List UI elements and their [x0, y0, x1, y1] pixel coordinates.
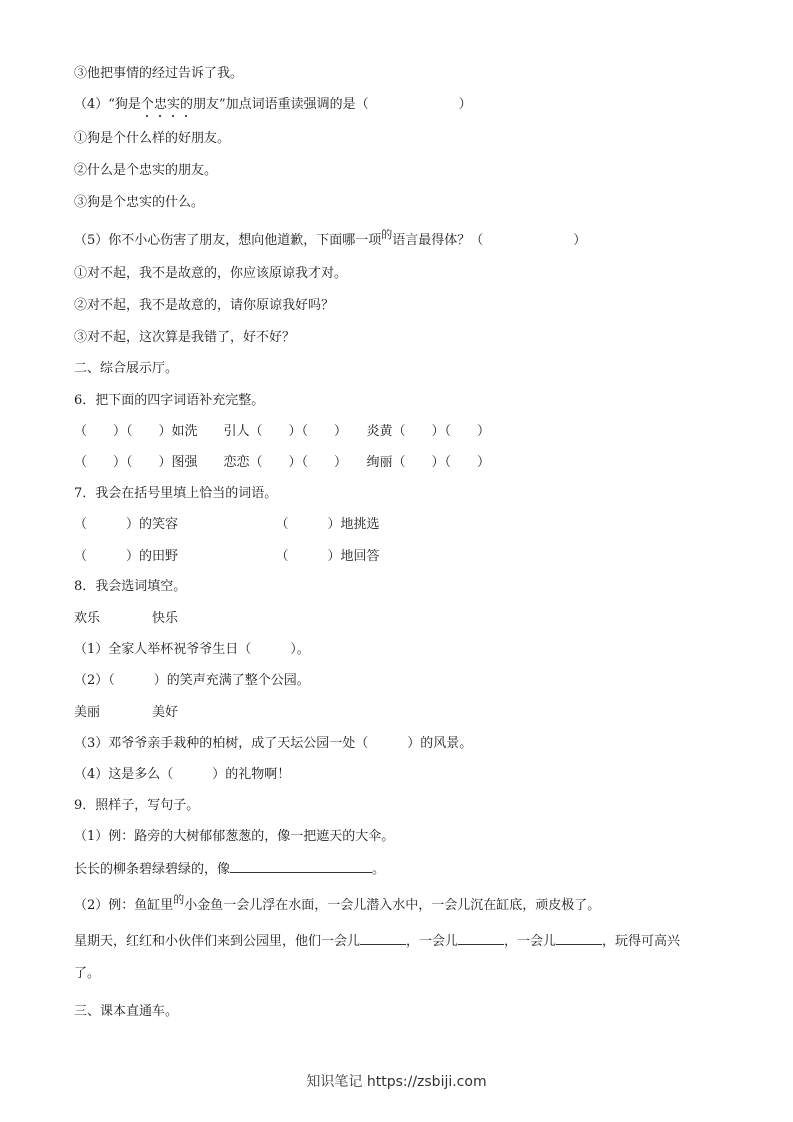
question-4-stem	[74, 96, 472, 114]
q6-row-1: （ ）（ ）如洗 引人（ ）（ ） 炎黄（ ）（ ）	[74, 424, 491, 439]
q9-fill-2	[74, 931, 680, 951]
q5-stem-a: （5）你不小心伤害了朋友，想向他道歉，下面哪一项	[74, 233, 382, 248]
q9-fill-1-text: 长长的柳条碧绿碧绿的，像	[74, 862, 231, 877]
q5-stem-b: 语言最得体？（	[392, 233, 484, 248]
q8-word-choices-2: 美丽 美好	[74, 705, 179, 720]
q9-fill-2-c: ，一会儿	[504, 934, 557, 949]
q6-title: 6．把下面的四字词语补充完整。	[74, 393, 265, 408]
dotted-char: 个	[140, 97, 154, 112]
q4-option-2: ②什么是个忠实的朋友。	[74, 163, 218, 178]
q9-fill-2-b: ，一会儿	[406, 934, 459, 949]
dotted-char: 的	[179, 97, 193, 112]
q9-ex2-b: 小金鱼一会儿浮在水面，一会儿潜入水中，一会儿沉在缸底，顽皮极了。	[184, 898, 601, 913]
answer-underline[interactable]	[458, 931, 504, 945]
q9-example-1: （1）例：路旁的大树郁郁葱葱的，像一把遮天的大伞。	[74, 829, 395, 844]
q4-prev-option-3: ③他把事情的经过告诉了我。	[74, 66, 244, 81]
q5-stem-end: ）	[573, 233, 587, 248]
q8-sentence-2: （2）（ ）的笑声充满了整个公园。	[74, 673, 310, 688]
answer-underline[interactable]	[360, 931, 406, 945]
q4-stem-pre: （4）“狗是	[74, 97, 141, 112]
dotted-char: 实	[166, 97, 180, 112]
q4-option-1: ①狗是个什么样的好朋友。	[74, 131, 231, 146]
q5-stem-sup: 的	[381, 228, 393, 241]
q5-option-2: ②对不起，我不是故意的，请你原谅我好吗？	[74, 298, 335, 313]
q9-ex2-sup: 的	[173, 893, 185, 906]
q8-sentence-3: （3）邓爷爷亲手栽种的柏树，成了天坛公园一处（ ）的风景。	[74, 736, 473, 751]
section-3-heading: 三、课本直通车。	[74, 1004, 179, 1019]
q7-row-1: （ ）的笑容 （ ）地挑选	[74, 517, 380, 532]
q8-word-choices-1: 欢乐 快乐	[74, 611, 179, 626]
q4-stem-end: ）	[458, 97, 472, 112]
q9-fill-1-end: 。	[372, 862, 386, 877]
answer-underline[interactable]	[230, 859, 372, 873]
q8-title: 8．我会选词填空。	[74, 579, 187, 594]
q8-sentence-1: （1）全家人举杯祝爷爷生日（ ）。	[74, 642, 310, 657]
q9-fill-1	[74, 859, 385, 879]
q4-stem-mid: 朋友”加点词语重读强调的是（	[192, 97, 369, 112]
q9-fill-2-wrap: 了。	[74, 966, 101, 981]
q6-row-2: （ ）（ ）图强 恋恋（ ）（ ） 绚丽（ ）（ ）	[74, 455, 491, 470]
q5-option-1: ①对不起，我不是故意的，你应该原谅我才对。	[74, 266, 348, 281]
section-2-heading: 二、综合展示厅。	[74, 361, 179, 376]
q8-sentence-4: （4）这是多么（ ）的礼物啊！	[74, 767, 291, 782]
q4-option-3: ③狗是个忠实的什么。	[74, 195, 205, 210]
question-5-stem	[74, 228, 587, 250]
answer-underline[interactable]	[556, 931, 602, 945]
q9-example-2	[74, 893, 601, 915]
q7-title: 7．我会在括号里填上恰当的词语。	[74, 486, 278, 501]
q7-row-2: （ ）的田野 （ ）地回答	[74, 549, 380, 564]
footer-watermark: 知识笔记 https://zsbiji.com	[306, 1074, 487, 1090]
q5-option-3: ③对不起，这次算是我错了，好不好？	[74, 330, 296, 345]
q9-fill-2-a: 星期天，红红和小伙伴们来到公园里，他们一会儿	[74, 934, 361, 949]
dotted-char: 忠	[153, 97, 167, 112]
q9-fill-2-d: ，玩得可高兴	[602, 934, 681, 949]
q9-title: 9．照样子，写句子。	[74, 798, 200, 813]
q9-ex2-a: （2）例：鱼缸里	[74, 898, 174, 913]
